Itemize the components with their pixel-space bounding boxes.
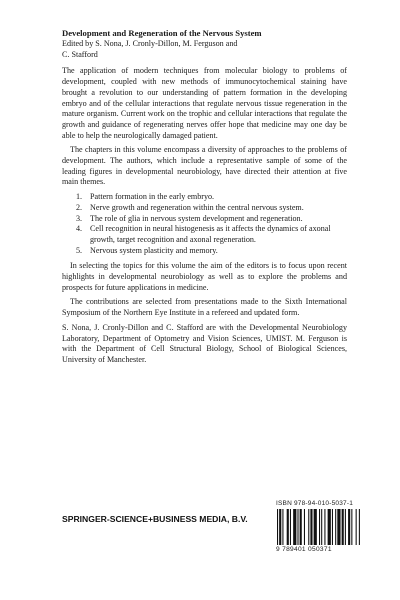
theme-text: Cell recognition in neural histogenesis as it affects the dynamics of axonal growth, target recognition and axonal regeneration. xyxy=(90,224,331,244)
theme-item xyxy=(76,192,347,203)
theme-text: The role of glia in nervous system development and regeneration. xyxy=(90,213,303,223)
barcode-icon xyxy=(276,509,362,545)
editors-line-2: C. Stafford xyxy=(62,49,98,59)
theme-number: 1. xyxy=(76,192,83,202)
isbn-label: ISBN 978-94-010-5037-1 xyxy=(276,500,354,507)
barcode-digits: 9 789401 050371 xyxy=(276,546,332,553)
theme-number: 5. xyxy=(76,245,83,255)
theme-item xyxy=(76,203,347,214)
back-cover-text xyxy=(62,28,347,366)
editors-line-1: Edited by S. Nona, J. Cronly-Dillon, M. Ferguson and xyxy=(62,39,238,48)
editors xyxy=(62,39,347,60)
theme-number: 2. xyxy=(76,202,83,212)
isbn-barcode-block xyxy=(276,500,362,553)
theme-text: Pattern formation in the early embryo. xyxy=(90,192,215,202)
authors-affiliation-note: S. Nona, J. Cronly-Dillon and C. Stafford are with the Developmental Neurobiology Laboratory, Department of Optometry and Vision Sciences, UMIST. M. Ferguson is with the Department of Cell Structural Biology, School of Biological Sciences, University of Manchester. xyxy=(62,322,347,364)
blurb-paragraph-1: The application of modern techniques from molecular biology to problems of development, coupled with new methods of immunocytochemical staining have brought a revolution to our understanding of pattern formation in the developing embryo and of the cellular interactions that regulate nervous tissue regeneration in the mature organism. Current work on the trophic and cellular interactions that regulate the growth and guidance of regenerating nerves offer hope that medicine may one day be able to help the neurologically damaged patient. xyxy=(62,66,347,140)
theme-number: 3. xyxy=(76,213,83,223)
book-title: Development and Regeneration of the Nervous System xyxy=(62,28,262,38)
theme-text: Nervous system plasticity and memory. xyxy=(90,245,218,255)
theme-item xyxy=(76,224,347,245)
blurb-paragraph-3: In selecting the topics for this volume the aim of the editors is to focus upon recent highlights in developmental neurobiology as well as to explore the problems and prospects for future applications in medicine. xyxy=(62,261,347,292)
theme-text: Nerve growth and regeneration within the central nervous system. xyxy=(90,202,304,212)
theme-number: 4. xyxy=(76,224,83,234)
publisher-name: SPRINGER-SCIENCE+BUSINESS MEDIA, B.V. xyxy=(62,514,248,524)
theme-item xyxy=(76,214,347,225)
theme-item xyxy=(76,246,347,257)
blurb-paragraph-2: The chapters in this volume encompass a diversity of approaches to the problems of development. The authors, which include a representative sample of some of the leading figures in developmental neurobiology, have directed their attention at five main themes. xyxy=(62,145,347,187)
themes-list xyxy=(76,192,347,256)
blurb-paragraph-4: The contributions are selected from presentations made to the Sixth International Symposium of the Northern Eye Institute in a refereed and updated form. xyxy=(62,297,347,318)
